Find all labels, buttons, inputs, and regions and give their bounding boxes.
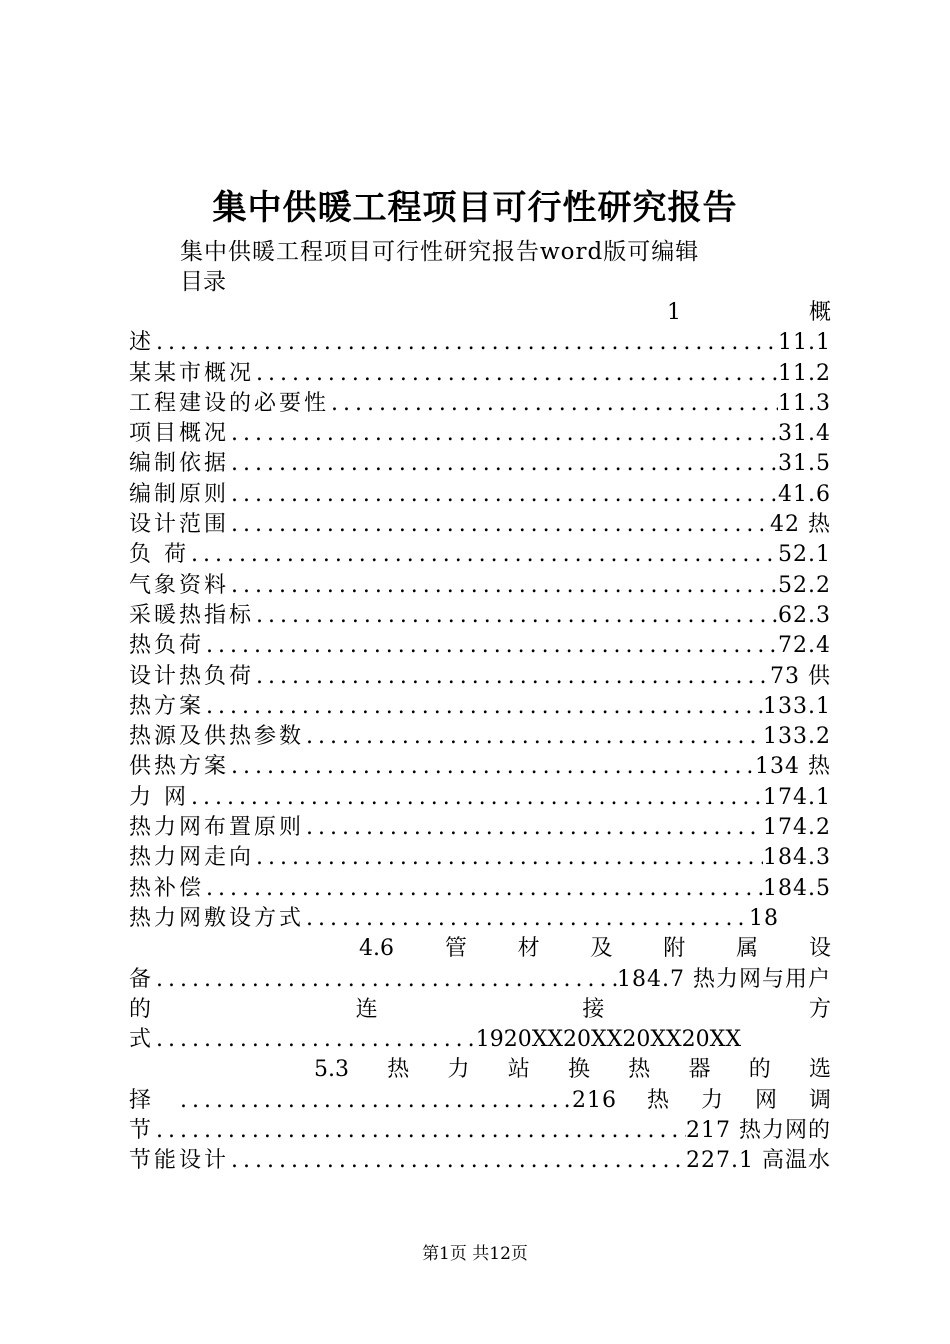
toc-text: 5.3 [314,1057,349,1083]
toc-text: 附 [663,936,686,962]
toc-entry-label: 编制依据 [129,451,230,477]
toc-entry-label: 某某市概况 [129,360,255,386]
toc-leader [229,480,778,510]
toc-entry-page: 11.1 [778,330,831,356]
toc-leader [329,389,778,419]
toc-line [129,1055,831,1085]
toc-entry-label: 采暖热指标 [129,602,255,628]
toc-leader [229,449,778,479]
toc-entry-label: 热补偿 [129,875,205,901]
toc-entry[interactable] [129,752,831,782]
toc-entry[interactable] [129,601,831,631]
toc-entry[interactable] [129,631,831,661]
toc-entry-page: 184.7 热力网与用户 [617,966,831,992]
document-subtitle: 集中供暖工程项目可行性研究报告word版可编辑 [180,239,700,265]
toc-entry[interactable] [129,328,831,358]
toc-text: 及 [590,936,613,962]
toc-text: 力 [447,1057,470,1083]
toc-entry-page: 52.1 [778,542,831,568]
toc-entry[interactable] [129,965,831,995]
toc-entry[interactable] [129,389,831,419]
toc-leader [229,752,755,782]
toc-entry-page: 62.3 [778,602,831,628]
toc-leader [229,419,778,449]
toc-entry[interactable] [129,480,831,510]
toc-entry-continuation [617,1086,831,1116]
toc-leader [154,1025,476,1055]
toc-text: 4.6 [359,936,394,962]
toc-entry[interactable] [129,1086,831,1116]
toc-text: 热 [628,1057,651,1083]
toc-entry-page: 216 [572,1087,618,1113]
toc-entry-label: 负 荷 [129,542,189,568]
toc-entry-label: 热力网走向 [129,845,255,871]
toc-text: 连 [355,996,378,1022]
toc-leader [204,692,763,722]
toc-entry[interactable] [129,692,831,722]
toc-text: 管 [444,936,467,962]
toc-text: 热 [387,1057,410,1083]
toc-entry[interactable] [129,510,831,540]
toc-leader [229,510,770,540]
toc-text: 材 [517,936,540,962]
toc-entry-label: 热源及供热参数 [129,724,305,750]
toc-text: 1 [667,300,681,325]
toc-entry-label: 择 [129,1087,155,1113]
toc-leader [304,722,763,752]
toc-entry-label: 备 [129,966,155,992]
toc-entry-label: 气象资料 [129,572,230,598]
toc-entry-label: 编制原则 [129,481,230,507]
toc-leader [189,783,763,813]
toc-entry-label: 节能设计 [129,1148,230,1174]
toc-entry-label: 热负荷 [129,633,205,659]
toc-entry-page: 18 [749,905,779,931]
toc-entry-page: 217 热力网的 [686,1118,831,1144]
toc-text: 换 [567,1057,590,1083]
toc-entry-page: 31.4 [778,421,831,447]
toc-text: 的 [748,1057,771,1083]
toc-entry-page: 73 供 [770,663,831,689]
toc-text: 网 [754,1087,777,1113]
toc-entry-label: 工程建设的必要性 [129,390,330,416]
toc-entry-page: 42 热 [770,512,831,538]
toc-entry[interactable] [129,540,831,570]
toc-leader [154,328,778,358]
toc-line [129,995,831,1025]
toc-text: 调 [808,1087,831,1113]
toc-entry[interactable] [129,783,831,813]
toc-heading: 目录 [180,269,226,295]
toc-text: 器 [688,1057,711,1083]
toc-entry[interactable] [129,874,831,904]
toc-text: 选 [808,1057,831,1083]
toc-entry-label: 热力网布置原则 [129,815,305,841]
toc-text: 的 [129,996,152,1022]
toc-leader [229,571,778,601]
toc-entry-label: 力 网 [129,784,189,810]
toc-entry-page: 134 热 [755,754,831,780]
toc-entry[interactable] [129,904,831,934]
toc-entry-page: 133.1 [763,693,831,719]
toc-leader [204,631,778,661]
toc-text: 热 [647,1087,670,1113]
toc-entry-label: 项目概况 [129,421,230,447]
toc-entry-page: 174.2 [763,815,831,841]
page-footer: 第1页 共12页 [422,1244,528,1264]
toc-text: 接 [582,996,605,1022]
toc-entry-label: 设计范围 [129,512,230,538]
toc-entry-label: 热方案 [129,693,205,719]
toc-leader [204,874,763,904]
toc-entry-page: 31.5 [778,451,831,477]
document-title: 集中供暖工程项目可行性研究报告 [212,188,738,228]
toc-entry-page: 52.2 [778,572,831,598]
toc-entry-label: 述 [129,330,155,356]
toc-line [129,934,831,964]
toc-entry[interactable] [129,813,831,843]
toc-leader [254,843,763,873]
toc-entry[interactable] [129,419,831,449]
toc-leader [304,813,763,843]
toc-entry-page: 184.5 [763,875,831,901]
toc-entry[interactable] [129,571,831,601]
toc-entry-label: 节 [129,1118,155,1144]
toc-text: 设 [808,936,831,962]
toc-entry-page: 11.2 [778,360,831,386]
toc-entry-label: 供热方案 [129,754,230,780]
toc-text: 力 [701,1087,724,1113]
toc-line [129,298,831,328]
toc-text: 概 [808,300,831,325]
toc-text: 方 [808,996,831,1022]
toc-entry-page: 72.4 [778,633,831,659]
toc-entry-page: 11.3 [778,390,831,416]
toc-entry-label: 设计热负荷 [129,663,255,689]
toc-text: 站 [507,1057,530,1083]
toc-entry-page: 184.3 [763,845,831,871]
toc-entry[interactable] [129,1025,831,1055]
table-of-contents [129,298,831,1177]
toc-entry[interactable] [129,359,831,389]
toc-entry-page: 174.1 [763,784,831,810]
toc-entry[interactable] [129,662,831,692]
toc-entry[interactable] [129,449,831,479]
toc-entry-page: 1920XX20XX20XX20XX [475,1027,741,1053]
toc-leader [178,1086,572,1116]
toc-leader [229,1146,686,1176]
toc-entry[interactable] [129,722,831,752]
toc-leader [189,540,778,570]
toc-leader [254,601,778,631]
toc-entry-page: 41.6 [778,481,831,507]
toc-leader [254,662,770,692]
toc-leader [154,965,617,995]
toc-entry-label: 式 [129,1027,155,1053]
toc-leader [154,1116,686,1146]
toc-entry-page: 227.1 高温水 [686,1148,831,1174]
toc-leader [254,359,778,389]
toc-entry[interactable] [129,1146,831,1176]
toc-entry[interactable] [129,843,831,873]
toc-entry-label: 热力网敷设方式 [129,905,305,931]
toc-entry-page: 133.2 [763,724,831,750]
toc-text: 属 [736,936,759,962]
toc-leader [304,904,749,934]
toc-entry[interactable] [129,1116,831,1146]
